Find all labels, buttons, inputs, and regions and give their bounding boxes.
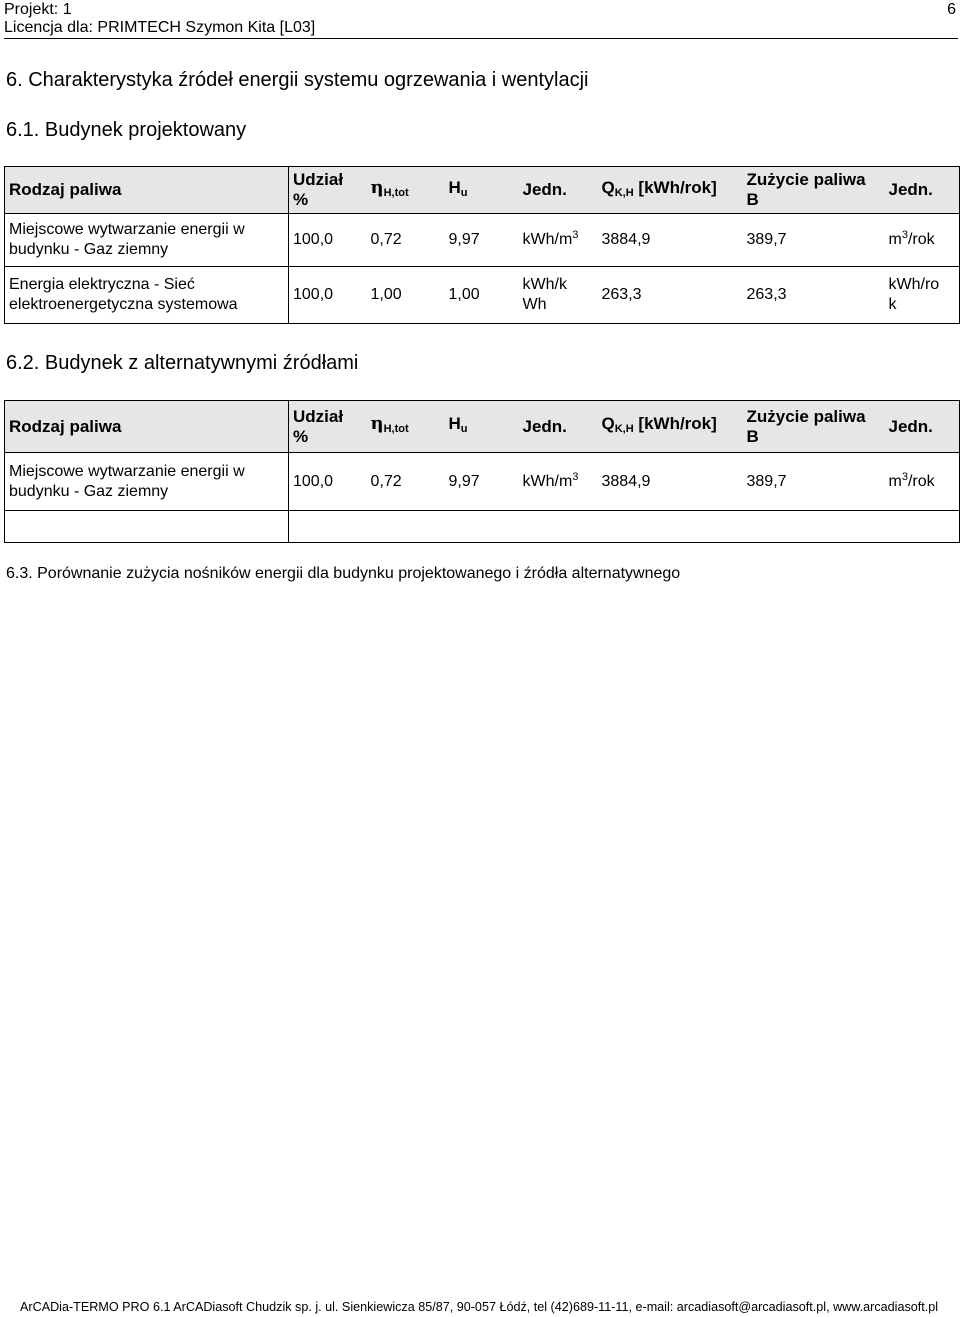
table-projected-building <box>4 166 960 324</box>
cell-fuel: Miejscowe wytwarzanie energii w budynku - Gaz ziemny <box>5 453 289 511</box>
col-qkh: $Q_{K,H}$ [kWh/rok] <box>598 167 743 214</box>
subsection-title-2: 6.2. Budynek z alternatywnymi źródłami <box>6 352 359 374</box>
table-row-empty <box>5 511 960 543</box>
cell-unit: kWh/$m^3$ <box>519 453 598 511</box>
cell-share: 100,0 <box>289 453 367 511</box>
cell-eta: 0,72 <box>367 214 445 267</box>
cell-q: 3884,9 <box>598 214 743 267</box>
cell-empty <box>5 511 289 543</box>
col-share: Udział % <box>289 401 367 453</box>
table-alternative-sources <box>4 400 960 543</box>
col-unit: Jedn. <box>519 401 598 453</box>
col-qkh: $Q_{K,H}$ [kWh/rok] <box>598 401 743 453</box>
cell-fuel: Energia elektryczna - Sieć elektroenergetyczna systemowa <box>5 267 289 324</box>
col-fuel: Rodzaj paliwa <box>5 167 289 214</box>
cell-share: 100,0 <box>289 267 367 324</box>
cell-b: 389,7 <box>743 214 885 267</box>
cell-q: 263,3 <box>598 267 743 324</box>
col-hu: $H_u$ <box>445 401 519 453</box>
cell-empty <box>885 511 960 543</box>
col-eta: $\eta_{H,tot}$ <box>367 401 445 453</box>
project-label: Projekt: 1 <box>4 1 72 18</box>
cell-unit2: $m^3$/rok <box>885 453 960 511</box>
cell-unit2: $m^3$/rok <box>885 214 960 267</box>
cell-unit: kWh/k Wh <box>519 267 598 324</box>
col-unit: Jedn. <box>519 167 598 214</box>
cell-hu: 9,97 <box>445 453 519 511</box>
table-row <box>5 453 960 511</box>
cell-share: 100,0 <box>289 214 367 267</box>
cell-hu: 1,00 <box>445 267 519 324</box>
cell-q: 3884,9 <box>598 453 743 511</box>
cell-unit: kWh/$m^3$ <box>519 214 598 267</box>
cell-unit2: kWh/ro k <box>885 267 960 324</box>
cell-empty <box>289 511 885 543</box>
table-header-row <box>5 167 960 214</box>
subsection-title-3: 6.3. Porównanie zużycia nośników energii dla budynku projektowanego i źródła alternatywnego <box>6 565 681 582</box>
cell-fuel: Miejscowe wytwarzanie energii w budynku - Gaz ziemny <box>5 214 289 267</box>
col-unit2: Jedn. <box>885 167 960 214</box>
table-row <box>5 214 960 267</box>
table-row <box>5 267 960 324</box>
license-label: Licencja dla: PRIMTECH Szymon Kita [L03] <box>4 19 316 36</box>
page-footer: ArCADia-TERMO PRO 6.1 ArCADiasoft Chudzik sp. j. ul. Sienkiewicza 85/87, 90-057 Łódź, tel (42)689-11-11, e-mail: arcadiasoft@arcadiasoft.pl, www.arcadiasoft.pl <box>20 1300 939 1314</box>
col-hu: $H_u$ <box>445 167 519 214</box>
cell-eta: 0,72 <box>367 453 445 511</box>
col-usage: Zużycie paliwa B <box>743 401 885 453</box>
cell-b: 389,7 <box>743 453 885 511</box>
cell-hu: 9,97 <box>445 214 519 267</box>
col-eta: $\eta_{H,tot}$ <box>367 167 445 214</box>
cell-b: 263,3 <box>743 267 885 324</box>
section-title: 6. Charakterystyka źródeł energii systemu ogrzewania i wentylacji <box>6 69 589 91</box>
subsection-title-1: 6.1. Budynek projektowany <box>6 119 247 141</box>
col-fuel: Rodzaj paliwa <box>5 401 289 453</box>
page-number: 6 <box>947 1 956 18</box>
table-header-row <box>5 401 960 453</box>
col-share: Udział % <box>289 167 367 214</box>
page-header <box>4 0 958 39</box>
col-usage: Zużycie paliwa B <box>743 167 885 214</box>
col-unit2: Jedn. <box>885 401 960 453</box>
cell-eta: 1,00 <box>367 267 445 324</box>
